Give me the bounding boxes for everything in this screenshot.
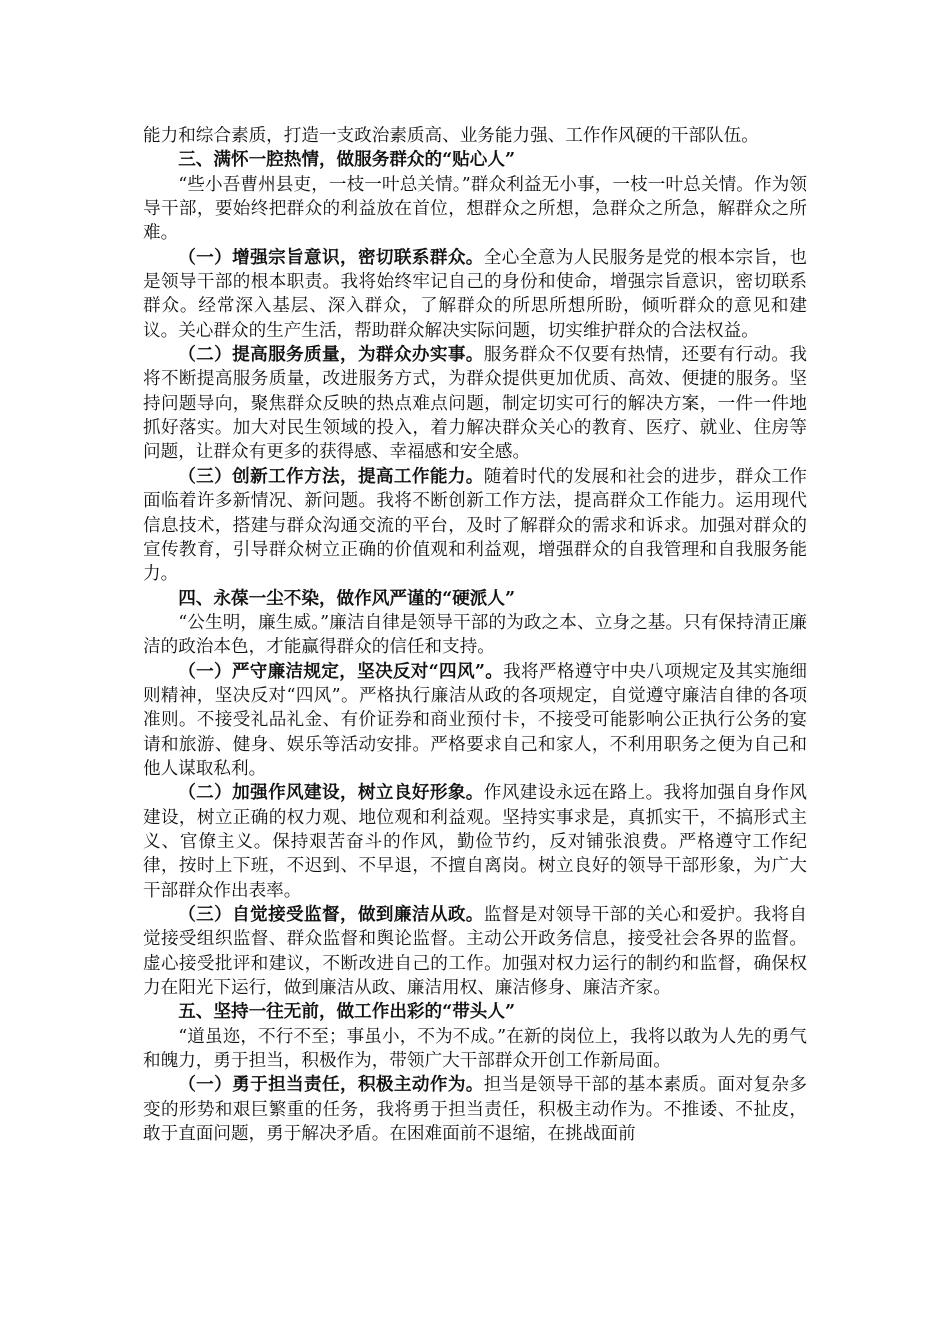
paragraph-continuation: 能力和综合素质，打造一支政治素质高、业务能力强、工作作风硬的干部队伍。 [143,126,759,146]
item-text: 作风建设永远在路上。我将加强自身作风建设，树立正确的权力观、地位观和利益观。坚持实事求是，真抓实干，不搞形式主义、官僚主义。保持艰苦奋斗的作风，勤俭节约，反对铺张浪费。严格遵守工作纪律，按时上下班，不迟到、不早退，不擅自离岗。树立良好的领导干部形象，为广大干部群众作出表率。 [143,783,807,901]
paragraph-body: “道虽迩，不行不至；事虽小，不为不成。”在新的岗位上，我将以敢为人先的勇气和魄力，勇于担当，积极作为，带领广大干部群众开创工作新局面。 [143,1026,807,1072]
item-lead: （一）严守廉洁规定，坚决反对“四风”。 [178,660,504,682]
section-heading-four: 四、永葆一尘不染，做作风严谨的“硬派人” [178,587,516,609]
paragraph-item [143,465,807,587]
section-heading-three: 三、满怀一腔热情，做服务群众的“贴心人” [178,149,516,171]
item-lead: （三）创新工作方法，提高工作能力。 [178,465,484,487]
paragraph-item [143,246,807,343]
item-text: 随着时代的发展和社会的进步，群众工作面临着许多新情况、新问题。我将不断创新工作方法，提高群众工作能力。运用现代信息技术，搭建与群众沟通交流的平台，及时了解群众的需求和诉求。加强对群众的宣传教育，引导群众树立正确的价值观和利益观，增强群众的自我管理和自我服务能力。 [143,466,807,585]
item-text: 我将严格遵守中央八项规定及其实施细则精神，坚决反对“四风”。严格执行廉洁从政的各项规定，自觉遵守廉洁自律的各项准则。不接受礼品礼金、有价证券和商业预付卡，不接受可能影响公正执行公务的宴请和旅游、健身、娱乐等活动安排。严格要求自己和家人，不利用职务之便为自己和他人谋取私利。 [143,661,807,779]
document-page [143,124,807,1146]
item-lead: （一）增强宗旨意识，密切联系群众。 [178,246,484,268]
item-text: 服务群众不仅要有热情，还要有行动。我将不断提高服务质量，改进服务方式，为群众提供更加优质、高效、便捷的服务。坚持问题导向，聚焦群众反映的热点难点问题，制定切实可行的解决方案，一件一件地抓好落实。加大对民生领域的投入，着力解决群众关心的教育、医疗、就业、住房等问题，让群众有更多的获得感、幸福感和安全感。 [143,345,807,463]
item-text: 全心全意为人民服务是党的根本宗旨，也是领导干部的根本职责。我将始终牢记自己的身份和使命，增强宗旨意识，密切联系群众。经常深入基层、深入群众，了解群众的所思所想所盼，倾听群众的意见和建议。关心群众的生产生活，帮助群众解决实际问题，切实维护群众的合法权益。 [143,247,807,341]
item-lead: （一）勇于担当责任，积极主动作为。 [178,1074,484,1096]
paragraph-item [143,1073,807,1146]
paragraph-item [143,903,807,1000]
paragraph-body: “些小吾曹州县吏，一枝一叶总关情。”群众利益无小事，一枝一叶总关情。作为领导干部，要始终把群众的利益放在首位，想群众之所想，急群众之所急，解群众之所难。 [143,174,807,244]
paragraph-item [143,660,807,782]
item-lead: （二）提高服务质量，为群众办实事。 [178,344,484,366]
paragraph-item [143,343,807,465]
item-lead: （二）加强作风建设，树立良好形象。 [178,782,484,804]
item-text: 担当是领导干部的基本素质。面对复杂多变的形势和艰巨繁重的任务，我将勇于担当责任，积极主动作为。不推诿、不扯皮，敢于直面问题，勇于解决矛盾。在困难面前不退缩，在挑战面前 [143,1075,807,1145]
section-heading-five: 五、坚持一往无前，做工作出彩的“带头人” [178,1001,516,1023]
paragraph-body: “公生明，廉生威。”廉洁自律是领导干部的为政之本、立身之基。只有保持清正廉洁的政治本色，才能赢得群众的信任和支持。 [143,612,807,658]
paragraph-item [143,781,807,903]
item-lead: （三）自觉接受监督，做到廉洁从政。 [178,904,484,925]
item-text: 监督是对领导干部的关心和爱护。我将自觉接受组织监督、群众监督和舆论监督。主动公开政务信息，接受社会各界的监督。虚心接受批评和建议，不断改进自己的工作。加强对权力运行的制约和监督，确保权力在阳光下运行，做到廉洁从政、廉洁用权、廉洁修身、廉洁齐家。 [143,905,807,999]
